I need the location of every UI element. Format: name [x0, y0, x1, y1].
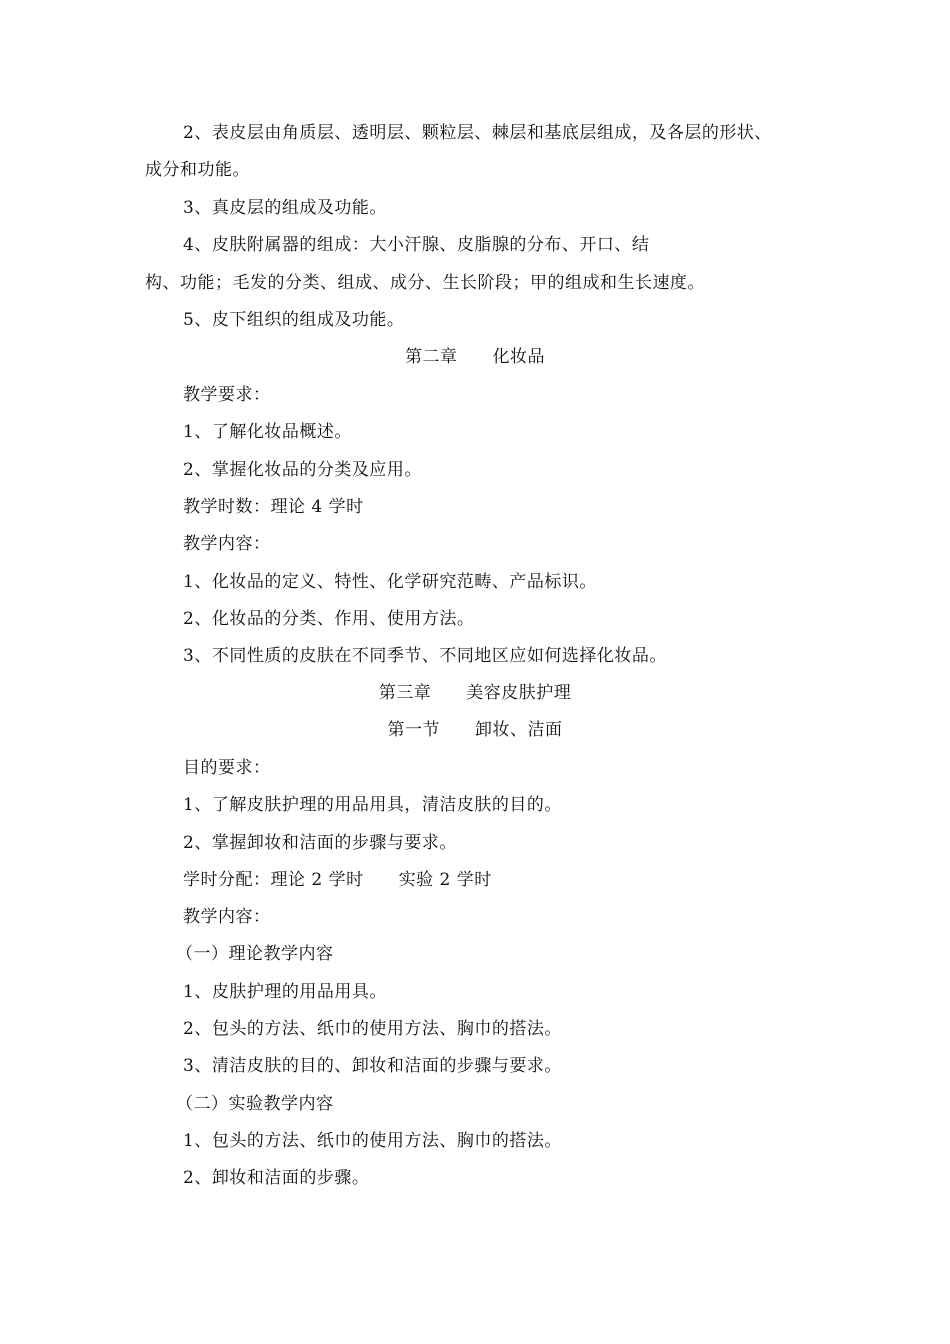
paragraph-line: 2、掌握卸妆和洁面的步骤与要求。	[183, 833, 457, 853]
paragraph-line: （一）理论教学内容	[176, 944, 334, 964]
paragraph-line: 3、不同性质的皮肤在不同季节、不同地区应如何选择化妆品。	[183, 646, 667, 666]
paragraph-line: 4、皮肤附属器的组成：大小汗腺、皮脂腺的分布、开口、结	[183, 235, 650, 255]
paragraph-line: （二）实验教学内容	[176, 1094, 334, 1114]
paragraph-line: 1、化妆品的定义、特性、化学研究范畴、产品标识。	[183, 572, 597, 592]
paragraph-line: 1、了解化妆品概述。	[183, 422, 352, 442]
paragraph-line: 教学时数：理论 4 学时	[183, 497, 364, 517]
paragraph-line: 2、包头的方法、纸巾的使用方法、胸巾的搭法。	[183, 1019, 562, 1039]
paragraph-line: 教学内容：	[183, 534, 271, 554]
chapter-heading: 第二章 化妆品	[405, 347, 545, 367]
paragraph-line: 教学要求：	[183, 385, 271, 405]
section-heading: 第一节 卸妆、洁面	[387, 720, 563, 740]
paragraph-line: 2、卸妆和洁面的步骤。	[183, 1168, 370, 1188]
paragraph-line: 构、功能；毛发的分类、组成、成分、生长阶段；甲的组成和生长速度。	[145, 273, 705, 293]
chapter-heading: 第三章 美容皮肤护理	[378, 683, 572, 703]
paragraph-line: 2、化妆品的分类、作用、使用方法。	[183, 609, 475, 629]
paragraph-line: 2、掌握化妆品的分类及应用。	[183, 460, 422, 480]
paragraph-line: 3、真皮层的组成及功能。	[183, 198, 387, 218]
paragraph-line: 1、了解皮肤护理的用品用具，清洁皮肤的目的。	[183, 795, 562, 815]
paragraph-line: 教学内容：	[183, 907, 271, 927]
paragraph-line: 5、皮下组织的组成及功能。	[183, 310, 405, 330]
paragraph-line: 1、包头的方法、纸巾的使用方法、胸巾的搭法。	[183, 1131, 562, 1151]
paragraph-line: 目的要求：	[183, 758, 271, 778]
paragraph-line: 学时分配：理论 2 学时 实验 2 学时	[183, 870, 492, 890]
paragraph-line: 1、皮肤护理的用品用具。	[183, 982, 387, 1002]
paragraph-line: 成分和功能。	[145, 160, 250, 180]
paragraph-line: 3、清洁皮肤的目的、卸妆和洁面的步骤与要求。	[183, 1056, 562, 1076]
paragraph-line: 2、表皮层由角质层、透明层、颗粒层、棘层和基底层组成，及各层的形状、	[183, 123, 772, 143]
